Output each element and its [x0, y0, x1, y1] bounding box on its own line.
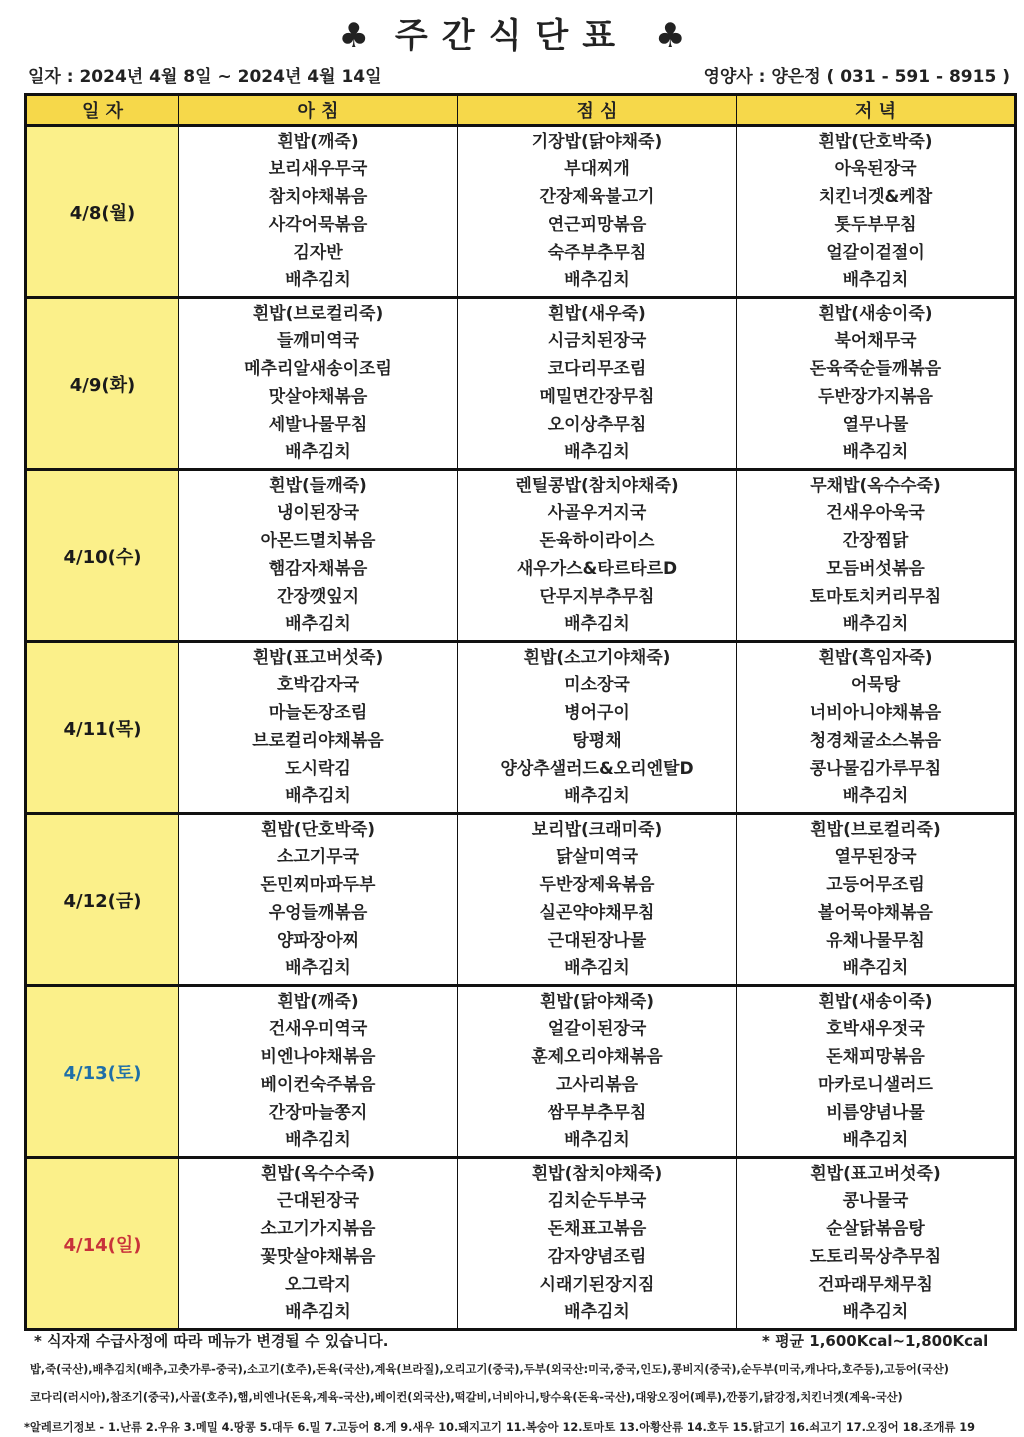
menu-item: 간장제육불고기	[539, 187, 655, 208]
menu-item: 연근피망볶음	[547, 214, 647, 235]
change-notice: * 식자재 수급사정에 따라 메뉴가 변경될 수 있습니다.	[34, 1332, 389, 1350]
menu-item: 돈채피망볶음	[826, 1047, 925, 1068]
allergy-info: *알레르기정보 - 1.난류 2.우유 3.메밀 4.땅콩 5.대두 6.밀 7.고등어 8.게 9.새우 10.돼지고기 11.복숭아 12.토마토 13.아황산류 14.호두 15.닭고기 16.쇠고기 17.오징어 18.조개류 19	[24, 1421, 976, 1434]
menu-item: 배추김치	[285, 958, 351, 979]
lunch-cell	[458, 126, 737, 298]
menu-item: 탕평채	[572, 730, 622, 751]
breakfast-cell	[179, 126, 458, 298]
menu-item: 새우가스&타르타르D	[516, 558, 678, 579]
menu-item: 소고기가지볶음	[260, 1219, 376, 1240]
menu-item: 렌틸콩밥(참치야채죽)	[515, 475, 679, 496]
menu-item: 참치야채볶음	[268, 187, 368, 208]
menu-item: 돈육하이라이스	[539, 531, 655, 552]
menu-item: 맛살야채볶음	[268, 386, 368, 407]
day-row	[26, 298, 1016, 470]
menu-item: 도시락김	[285, 758, 351, 779]
menu-item: 배추김치	[564, 958, 630, 979]
menu-item: 돈민찌마파두부	[260, 875, 376, 896]
title-text: 주간식단표	[394, 16, 630, 56]
dinner-cell	[737, 642, 1016, 814]
menu-item: 돈육죽순들깨볶음	[809, 359, 942, 380]
menu-item: 보리새우무국	[268, 159, 368, 180]
menu-item: 유채나물무침	[826, 930, 925, 951]
menu-item: 흰밥(들깨죽)	[269, 475, 367, 496]
menu-item: 흰밥(깨죽)	[277, 131, 359, 152]
menu-item: 토마토치커리무침	[809, 586, 942, 607]
lunch-cell	[458, 642, 737, 814]
day-row	[26, 126, 1016, 298]
menu-item: 얼갈이된장국	[547, 1019, 647, 1040]
menu-item: 어묵탕	[850, 675, 901, 696]
menu-item: 볼어묵야채볶음	[818, 902, 933, 923]
menu-item: 시래기된장지짐	[539, 1274, 655, 1295]
date-range: 일자 : 2024년 4월 8일 ~ 2024년 4월 14일	[28, 67, 382, 87]
menu-item: 배추김치	[564, 786, 630, 807]
menu-item: 두반장가지볶음	[818, 386, 933, 407]
menu-body	[26, 126, 1016, 1330]
menu-item: 흰밥(단호박죽)	[818, 131, 933, 152]
menu-item: 메추리알새송이조림	[244, 359, 392, 380]
day-row	[26, 1158, 1016, 1330]
menu-item: 베이컨숙주볶음	[260, 1074, 376, 1095]
menu-item: 양파장아찌	[276, 930, 360, 951]
menu-item: 콩나물국	[842, 1191, 909, 1212]
menu-item: 비엔나야채볶음	[260, 1047, 376, 1068]
menu-item: 흰밥(표고버섯죽)	[810, 1163, 941, 1184]
menu-item: 실곤약야채무침	[539, 902, 655, 923]
menu-item: 흰밥(새우죽)	[548, 303, 646, 324]
menu-item: 배추김치	[842, 1130, 909, 1151]
day-label: 4/14(일)	[26, 1158, 179, 1330]
menu-item: 간장깻잎지	[276, 586, 360, 607]
menu-item: 부대찌개	[564, 159, 630, 180]
lunch-cell	[458, 1158, 737, 1330]
day-row	[26, 986, 1016, 1158]
menu-item: 김치순두부국	[547, 1191, 647, 1212]
menu-table	[24, 93, 1017, 1331]
menu-item: 흰밥(새송이죽)	[818, 303, 933, 324]
menu-item: 근대된장국	[276, 1191, 360, 1212]
breakfast-cell	[179, 1158, 458, 1330]
menu-item: 흰밥(브로컬리죽)	[252, 303, 384, 324]
menu-item: 감자양념조림	[547, 1246, 647, 1267]
day-row	[26, 470, 1016, 642]
menu-item: 양상추샐러드&오리엔탈D	[500, 758, 694, 779]
menu-item: 배추김치	[842, 442, 909, 463]
menu-item: 닭살미역국	[555, 847, 639, 868]
day-label: 4/13(토)	[26, 986, 179, 1158]
menu-item: 흰밥(닭야채죽)	[539, 991, 655, 1012]
day-row	[26, 814, 1016, 986]
menu-item: 고등어무조림	[826, 875, 925, 896]
breakfast-cell	[179, 814, 458, 986]
menu-item: 배추김치	[285, 1302, 351, 1323]
menu-item: 순살닭볶음탕	[826, 1219, 925, 1240]
menu-item: 열무된장국	[834, 847, 917, 868]
menu-item: 간장찜닭	[842, 531, 909, 552]
menu-item: 숙주부추무침	[547, 242, 647, 263]
breakfast-cell	[179, 986, 458, 1158]
menu-item: 코다리무조림	[547, 359, 647, 380]
header-lunch: 점 심	[458, 95, 737, 126]
menu-item: 훈제오리야채볶음	[531, 1047, 663, 1068]
menu-item: 청경채굴소스볶음	[809, 730, 942, 751]
dinner-cell	[737, 298, 1016, 470]
menu-item: 아욱된장국	[834, 159, 917, 180]
lunch-cell	[458, 814, 737, 986]
menu-item: 톳두부무침	[834, 214, 917, 235]
menu-item: 배추김치	[564, 1130, 630, 1151]
lunch-cell	[458, 986, 737, 1158]
menu-item: 세발나물무침	[268, 414, 368, 435]
menu-item: 돈채표고볶음	[547, 1219, 647, 1240]
menu-item: 배추김치	[842, 270, 909, 291]
menu-item: 마카로니샐러드	[818, 1074, 933, 1095]
calorie-note: * 평균 1,600Kcal~1,800Kcal	[762, 1332, 989, 1350]
menu-item: 근대된장나물	[547, 930, 647, 951]
dinner-cell	[737, 986, 1016, 1158]
menu-item: 배추김치	[285, 786, 351, 807]
menu-item: 치킨너겟&케찹	[818, 187, 933, 208]
header-breakfast: 아 침	[179, 95, 458, 126]
menu-item: 배추김치	[842, 958, 909, 979]
lunch-cell	[458, 470, 737, 642]
menu-item: 꽃맛살야채볶음	[260, 1246, 376, 1267]
menu-item: 김자반	[293, 242, 343, 263]
menu-item: 배추김치	[842, 786, 909, 807]
menu-item: 콩나물김가루무침	[809, 758, 942, 779]
menu-item: 북어채무국	[834, 331, 917, 352]
menu-item: 우엉들깨볶음	[268, 902, 368, 923]
menu-item: 흰밥(흑임자죽)	[818, 647, 933, 668]
menu-item: 소고기무국	[276, 847, 360, 868]
menu-item: 열무나물	[842, 414, 909, 435]
day-label: 4/12(금)	[26, 814, 179, 986]
menu-item: 들깨미역국	[276, 331, 360, 352]
menu-item: 보리밥(크래미죽)	[531, 819, 663, 840]
header-date: 일 자	[26, 95, 179, 126]
header-dinner: 저 녁	[737, 95, 1016, 126]
breakfast-cell	[179, 470, 458, 642]
menu-item: 너비아니야채볶음	[809, 703, 942, 724]
menu-item: 배추김치	[842, 1302, 909, 1323]
menu-item: 두반장제육볶음	[539, 875, 655, 896]
dietitian-contact: 영양사 : 양은정 ( 031 - 591 - 8915 )	[703, 67, 1010, 87]
lunch-cell	[458, 298, 737, 470]
menu-item: 얼갈이겉절이	[826, 242, 925, 263]
menu-item: 흰밥(표고버섯죽)	[252, 647, 384, 668]
menu-item: 사골우거지국	[547, 503, 647, 524]
menu-item: 흰밥(깨죽)	[277, 991, 359, 1012]
menu-item: 흰밥(참치야채죽)	[531, 1163, 663, 1184]
menu-item: 배추김치	[285, 442, 351, 463]
breakfast-cell	[179, 642, 458, 814]
menu-item: 쌈무부추무침	[547, 1102, 647, 1123]
menu-item: 마늘돈장조림	[268, 703, 368, 724]
menu-item: 냉이된장국	[276, 503, 360, 524]
menu-item: 배추김치	[564, 270, 630, 291]
menu-item: 호박감자국	[276, 675, 360, 696]
menu-item: 무채밥(옥수수죽)	[810, 475, 941, 496]
dinner-cell	[737, 470, 1016, 642]
menu-item: 흰밥(단호박죽)	[260, 819, 376, 840]
menu-item: 모듬버섯볶음	[826, 558, 925, 579]
day-label: 4/9(화)	[26, 298, 179, 470]
menu-item: 오그락지	[285, 1274, 351, 1295]
dinner-cell	[737, 814, 1016, 986]
menu-item: 단무지부추무침	[539, 586, 655, 607]
menu-item: 배추김치	[564, 614, 630, 635]
dinner-cell	[737, 1158, 1016, 1330]
menu-item: 병어구이	[564, 703, 630, 724]
menu-item: 기장밥(닭야채죽)	[531, 131, 663, 152]
menu-item: 배추김치	[564, 1302, 630, 1323]
menu-item: 메밀면간장무침	[539, 386, 655, 407]
day-label: 4/10(수)	[26, 470, 179, 642]
menu-item: 사각어묵볶음	[268, 214, 368, 235]
menu-item: 배추김치	[285, 1130, 351, 1151]
menu-item: 간장마늘쫑지	[268, 1102, 368, 1123]
menu-item: 배추김치	[564, 442, 630, 463]
menu-item: 햄감자채볶음	[268, 558, 368, 579]
breakfast-cell	[179, 298, 458, 470]
menu-item: 배추김치	[285, 270, 351, 291]
menu-item: 흰밥(새송이죽)	[818, 991, 933, 1012]
menu-item: 건새우아욱국	[826, 503, 925, 524]
menu-item: 흰밥(소고기야채죽)	[523, 647, 671, 668]
menu-item: 비름양념나물	[826, 1102, 925, 1123]
menu-item: 도토리묵상추무침	[809, 1246, 942, 1267]
menu-item: 브로컬리야채볶음	[252, 730, 384, 751]
menu-item: 건새우미역국	[268, 1019, 368, 1040]
menu-item: 오이상추무침	[547, 414, 647, 435]
origin-info-line2: 코다리(러시아),참조기(중국),사골(호주),햄,비엔나(돈육,계육-국산),베이컨(외국산),떡갈비,너비아니,탕수육(돈육-국산),대왕오징어(페루),깐풍기,닭강정,치킨너겟(계육-국산)	[30, 1391, 903, 1404]
menu-item: 시금치된장국	[547, 331, 647, 352]
menu-item: 미소장국	[564, 675, 630, 696]
menu-item: 흰밥(브로컬리죽)	[810, 819, 941, 840]
menu-item: 건파래무채무침	[818, 1274, 933, 1295]
page-title	[0, 8, 1024, 57]
day-label: 4/11(목)	[26, 642, 179, 814]
menu-item: 아몬드멸치볶음	[260, 531, 376, 552]
club-icon: ♣	[654, 16, 686, 56]
dinner-cell	[737, 126, 1016, 298]
menu-item: 호박새우젓국	[826, 1019, 925, 1040]
menu-item: 흰밥(옥수수죽)	[260, 1163, 376, 1184]
menu-item: 배추김치	[842, 614, 909, 635]
day-row	[26, 642, 1016, 814]
day-label: 4/8(월)	[26, 126, 179, 298]
club-icon: ♣	[338, 16, 370, 56]
menu-item: 고사리볶음	[555, 1074, 639, 1095]
menu-item: 배추김치	[285, 614, 351, 635]
origin-info-line1: 밥,죽(국산),배추김치(배추,고춧가루-중국),소고기(호주),돈육(국산),계육(브라질),오리고기(중국),두부(외국산:미국,중국,인도),콩비지(중국),순두부(미국,캐나다,호주등),고등어(국산)	[30, 1363, 949, 1376]
header-row	[26, 95, 1016, 126]
